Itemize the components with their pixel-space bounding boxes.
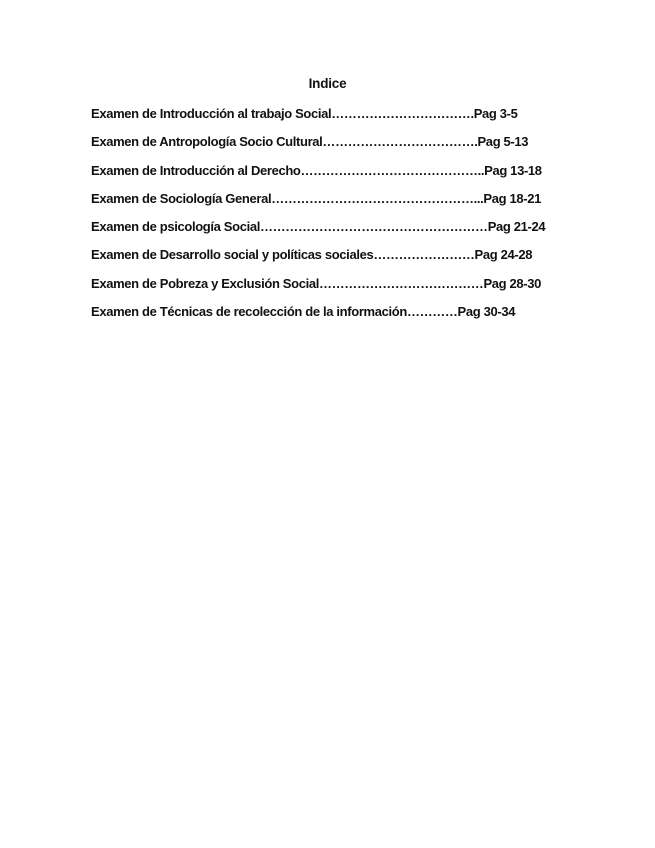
toc-entry-psicologia-social: Examen de psicología Social………………………………………………Pag 21-24 xyxy=(91,219,546,235)
toc-entry-sociologia-general: Examen de Sociología General…………………………………………...Pag 18-21 xyxy=(91,190,541,206)
page-title: Indice xyxy=(308,76,347,91)
toc-entry-tecnicas-recoleccion: Examen de Técnicas de recolección de la información…………Pag 30-34 xyxy=(91,304,516,320)
toc-entry-pobreza-exclusion: Examen de Pobreza y Exclusión Social…………………………………Pag 28-30 xyxy=(91,275,541,291)
toc-entry-introduccion-trabajo-social: Examen de Introducción al trabajo Social…………………………….Pag 3-5 xyxy=(91,106,518,121)
table-of-contents xyxy=(91,104,545,330)
toc-entry-introduccion-derecho: Examen de Introducción al Derecho……………………………………..Pag 13-18 xyxy=(91,162,542,178)
toc-entry-antropologia-socio-cultural: Examen de Antropología Socio Cultural……………………………….Pag 5-13 xyxy=(91,134,529,150)
toc-entry-desarrollo-social: Examen de Desarrollo social y políticas sociales……………………Pag 24-28 xyxy=(91,247,533,263)
